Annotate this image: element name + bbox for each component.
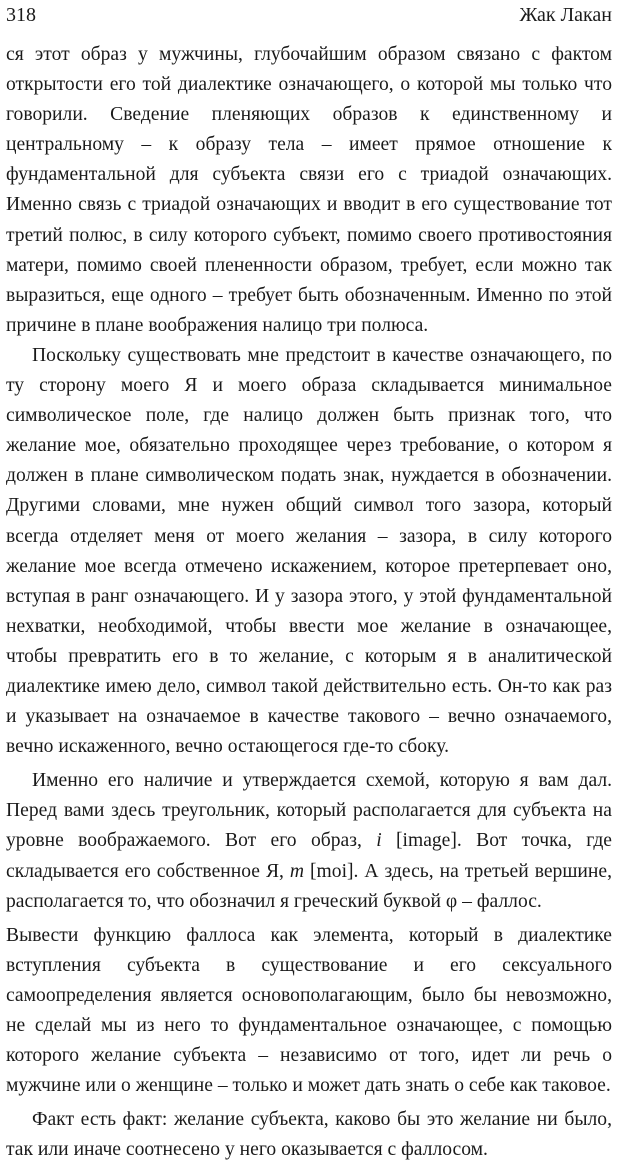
page-number: 318 bbox=[6, 4, 36, 26]
paragraph-5: Факт есть факт: желание субъекта, каково бы это желание ни было, так или иначе соотнесено у него оказывается с фаллосом. bbox=[6, 1109, 612, 1161]
body-text bbox=[6, 40, 612, 1165]
paragraph-4: Вывести функцию фаллоса как элемента, который в диалектике вступления субъекта в существование и его сексуального самоопределения является основополагающим, было бы невозможно, не сделай мы из него то фундаментальное означающее, с помощью которого желание субъекта – независимо от того, идет ли речь о мужчине или о женщине – только и может дать знать о себе как таковое. bbox=[6, 924, 612, 1097]
page-header bbox=[6, 2, 612, 28]
symbol-i: i bbox=[376, 830, 382, 852]
symbol-m: m bbox=[289, 860, 305, 882]
running-head-author: Жак Лакан bbox=[519, 4, 612, 26]
paragraph-3 bbox=[6, 766, 612, 916]
paragraph-3-text-a: Именно его наличие и утверждается схемой, которую я вам дал. Перед вами здесь треугольник, который располагается для субъекта на уровне воображаемого. Вот его образ, bbox=[6, 770, 612, 852]
paragraph-2: Поскольку существовать мне предстоит в качестве означающего, по ту сторону моего Я и моего образа складывается минимальное символическое поле, где налицо должен быть признак того, что желание мое, обязательно проходящее через требование, о котором я должен в плане символическом подать знак, нуждается в обозначении. Другими словами, мне нужен общий символ того зазора, который всегда отделяет меня от моего желания – зазора, в силу которого желание мое всегда отмечено искажением, которое претерпевает оно, вступая в ранг означающего. И у зазора этого, у этой фундаментальной нехватки, необходимой, чтобы ввести мое желание в означающее, чтобы превратить его в то желание, с которым я в аналитической диалектике имею дело, символ такой действительно есть. Он-то как раз и указывает на означаемое в качестве такового – вечно означаемого, вечно искаженного, вечно остающегося где-то сбоку. bbox=[6, 344, 612, 758]
symbol-phi: φ bbox=[445, 890, 458, 912]
paragraph-1: ся этот образ у мужчины, глубочайшим образом связано с фактом открытости его той диалектике означающего, о которой мы только что говорили. Сведение пленяющих образов к единственному и центральному – к образу тела – имеет прямое отношение к фундаментальной для субъекта связи его с триадой означающих. Именно связь с триадой означающих и вводит в его существование тот третий полюс, в силу которого субъект, помимо своего противостояния матери, помимо своей плененности образом, требует, если можно так выразиться, еще одного – требует быть обозначенным. Именно по этой причине в плане воображения налицо три полюса. bbox=[6, 44, 612, 336]
paragraph-3-text-d: – фаллос. bbox=[457, 890, 542, 912]
paragraph-3-text-b: [image]. Вот точка, где складывается его собственное Я, bbox=[6, 830, 612, 882]
paragraph-3-text-c: [moi]. А здесь, на третьей вершине, располагается то, что обозначил я греческий буквой bbox=[6, 860, 612, 912]
